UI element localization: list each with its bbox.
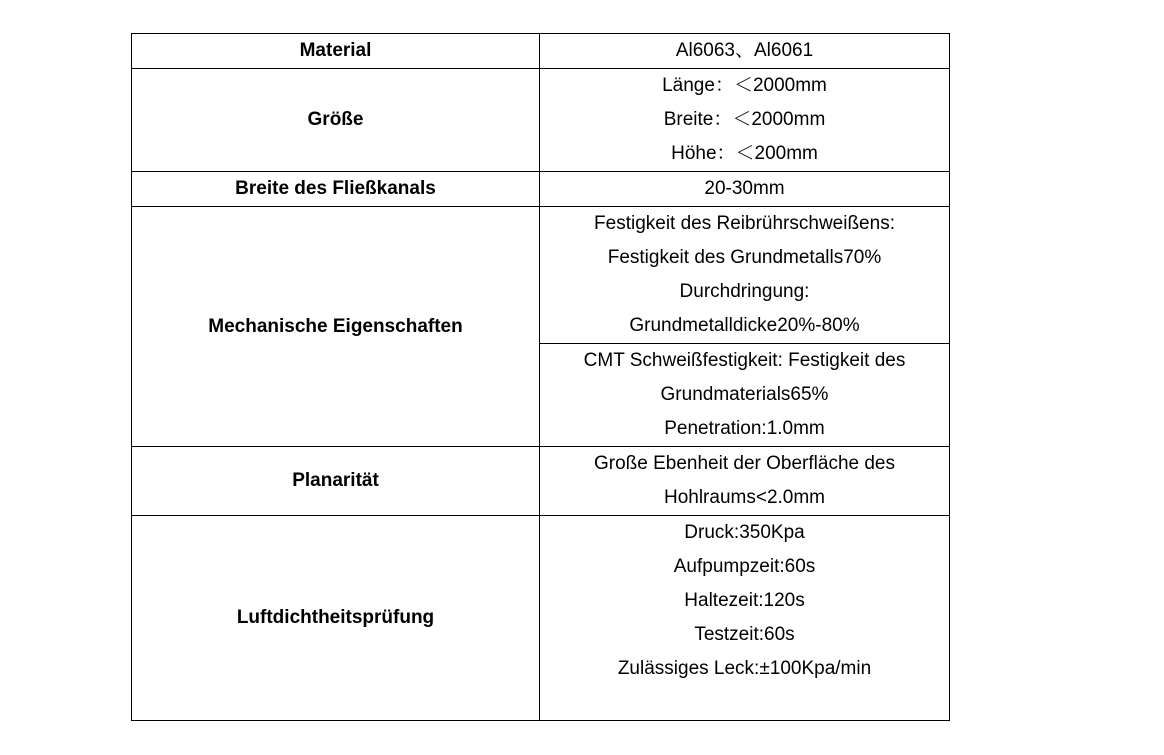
size-length: Länge：＜2000mm [662,75,827,96]
cmt-line-3: Penetration:1.0mm [664,418,825,439]
airtight-label: Luftdichtheitsprüfung [132,516,540,721]
airtight-inflation-time: Aufpumpzeit:60s [673,556,816,577]
planarity-line-1: Große Ebenheit der Oberfläche des [593,453,895,474]
table-row-material [132,34,950,69]
airtight-test-time: Testzeit:60s [694,624,795,645]
size-label: Größe [132,69,540,172]
fsw-line-1: Festigkeit des Reibrührschweißens: [594,213,895,234]
size-width: Breite：＜2000mm [663,109,826,130]
table-row-channel-width [132,172,950,207]
planarity-line-2: Hohlraums<2.0mm [663,487,826,508]
mechanical-fsw-value [540,207,950,344]
mechanical-cmt-value [540,344,950,447]
fsw-line-2: Festigkeit des Grundmetalls70% [607,247,882,268]
airtight-pressure: Druck:350Kpa [684,522,805,543]
airtight-spacer [540,686,949,720]
mechanical-label: Mechanische Eigenschaften [132,207,540,447]
cmt-line-2: Grundmaterials65% [660,384,829,405]
planarity-label: Planarität [132,447,540,516]
airtight-allowed-leak: Zulässiges Leck:±100Kpa/min [617,658,872,679]
channel-width-label: Breite des Fließkanals [132,172,540,207]
table-row-size [132,69,950,172]
size-height: Höhe：＜200mm [671,143,818,164]
channel-width-value: 20-30mm [540,172,950,207]
airtight-hold-time: Haltezeit:120s [684,590,805,611]
table-row-mechanical-fsw [132,207,950,344]
planarity-value [540,447,950,516]
size-value [540,69,950,172]
material-value: Al6063、Al6061 [540,34,950,69]
fsw-line-3: Durchdringung: [679,281,810,302]
fsw-line-4: Grundmetalldicke20%-80% [629,315,860,336]
specification-table [131,33,950,721]
table-row-airtight [132,516,950,721]
material-label: Material [132,34,540,69]
cmt-line-1: CMT Schweißfestigkeit: Festigkeit des [583,350,906,371]
airtight-value [540,516,950,721]
table-row-planarity [132,447,950,516]
